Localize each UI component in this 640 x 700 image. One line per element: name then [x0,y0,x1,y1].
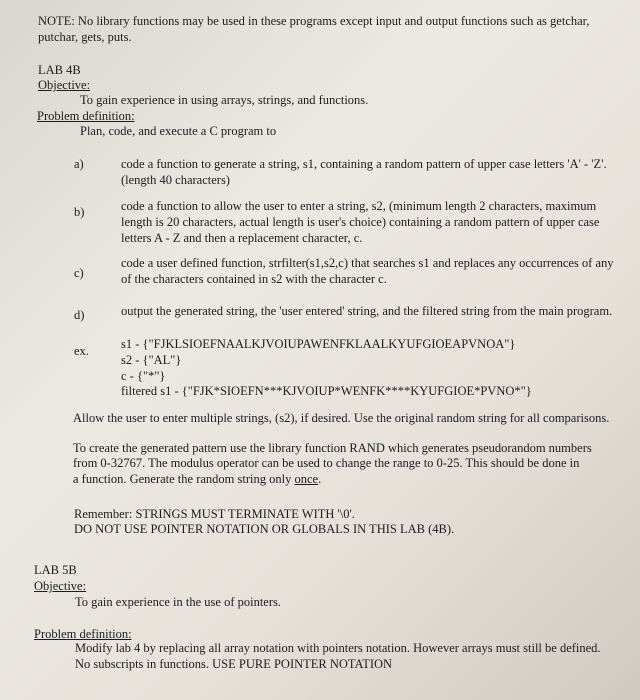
item-b-line-2: length is 20 characters, actual length is user's choice) containing a random pattern of upper case [121,215,600,229]
multiple-strings-para: Allow the user to enter multiple strings, (s2), if desired. Use the original random string for all comparisons. [73,411,610,425]
rand-para-line-3-pre: a function. Generate the random string only [73,472,295,486]
rand-para-emphasis: once [294,472,319,486]
lab4b-objective-text: To gain experience in using arrays, strings, and functions. [80,93,369,107]
lab5b-problem-heading: Problem definition: [34,627,132,641]
remember-line-1: Remember: STRINGS MUST TERMINATE WITH '\0'. [74,507,355,521]
item-b-label: b) [74,205,85,219]
lab5b-line-2: No subscripts in functions. USE PURE POINTER NOTATION [75,657,393,671]
lab5b-line-1: Modify lab 4 by replacing all array notation with pointers notation. However arrays must still be defined. [75,641,601,655]
item-a-label: a) [74,157,84,171]
rand-para-line-1: To create the generated pattern use the library function RAND which generates pseudorandom numbers [73,441,592,455]
item-a-line-2: (length 40 characters) [121,173,230,187]
note-line-2: putchar, gets, puts. [38,30,132,44]
item-b-line-3: letters A - Z and then a replacement character, c. [121,231,363,245]
item-c-line-2: of the characters contained in s2 with the character c. [121,272,387,286]
item-d-label: d) [74,308,85,322]
rand-para-line-2: from 0-32767. The modulus operator can be used to change the range to 0-25. This should be done in [73,456,580,470]
rand-para-line-3 [73,472,321,487]
rand-para-line-3-post: . [318,472,322,486]
example-filtered: filtered s1 - {"FJK*SIOEFN***KJVOIUP*WENFK****KYUFGIOE*PVNO*"} [121,384,532,398]
remember-line-2: DO NOT USE POINTER NOTATION OR GLOBALS IN THIS LAB (4B). [74,522,455,536]
item-c-line-1: code a user defined function, strfilter(s1,s2,c) that searches s1 and replaces any occurrences of any [121,256,614,270]
item-b-line-1: code a function to allow the user to enter a string, s2, (minimum length 2 characters, maximum [121,199,597,213]
lab5b-objective-heading: Objective: [34,579,87,593]
lab5b-objective-text: To gain experience in the use of pointers. [75,595,281,609]
item-a-line-1: code a function to generate a string, s1, containing a random pattern of upper case letters 'A' - 'Z'. [121,157,607,171]
lab4b-objective-heading: Objective: [38,78,91,92]
example-s2: s2 - {"AL"} [121,353,182,367]
lab4b-title: LAB 4B [38,63,81,77]
lab4b-problem-heading: Problem definition: [37,109,135,123]
example-s1: s1 - {"FJKLSIOEFNAALKJVOIUPAWENFKLAALKYUFGIOEAPVNOA"} [121,337,516,351]
note-line-1: NOTE: No library functions may be used in these programs except input and output functions such as getchar, [38,14,590,28]
item-d-line-1: output the generated string, the 'user entered' string, and the filtered string from the main program. [121,304,613,318]
lab4b-problem-intro: Plan, code, and execute a C program to [80,124,277,138]
lab5b-title: LAB 5B [34,563,77,577]
example-c: c - {"*"} [121,369,166,383]
example-label: ex. [74,344,89,358]
item-c-label: c) [74,266,84,280]
